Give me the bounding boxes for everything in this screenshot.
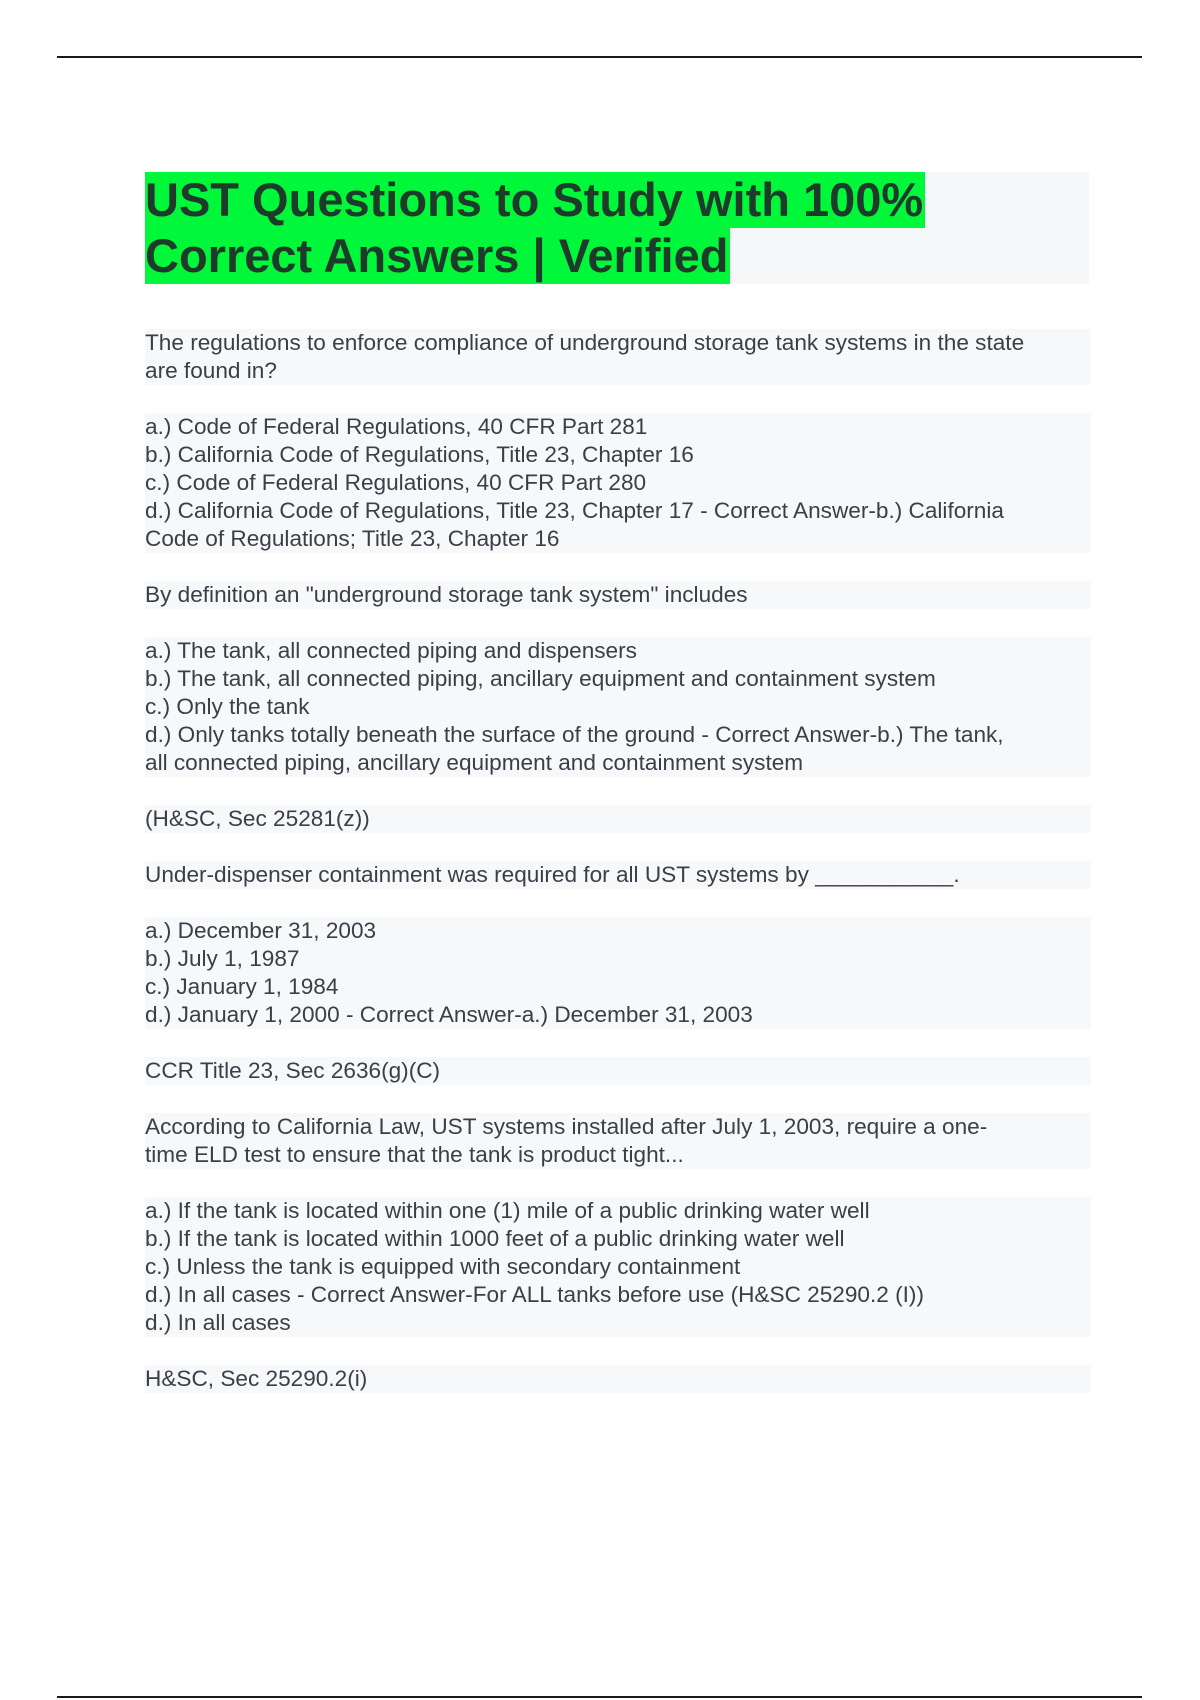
answer-option: a.) December 31, 2003 (145, 918, 377, 943)
question-prompt-line: By definition an "underground storage tank system" includes (145, 582, 748, 607)
answer-option: c.) January 1, 1984 (145, 974, 339, 999)
answer-option: a.) The tank, all connected piping and dispensers (145, 638, 637, 663)
question-prompt-line: are found in? (145, 358, 277, 383)
question-prompt-line: The regulations to enforce compliance of underground storage tank systems in the state (145, 330, 1025, 355)
reference-text: CCR Title 23, Sec 2636(g)(C) (145, 1058, 441, 1083)
answer-option: a.) If the tank is located within one (1) mile of a public drinking water well (145, 1198, 870, 1223)
answer-option: Code of Regulations; Title 23, Chapter 16 (145, 526, 560, 551)
reference-text: (H&SC, Sec 25281(z)) (145, 806, 370, 831)
answer-option: d.) Only tanks totally beneath the surface of the ground - Correct Answer-b.) The tank, (145, 722, 1004, 747)
answer-option: c.) Unless the tank is equipped with secondary containment (145, 1254, 741, 1279)
answer-option: d.) In all cases - Correct Answer-For ALL tanks before use (H&SC 25290.2 (I)) (145, 1282, 924, 1307)
reference-text: H&SC, Sec 25290.2(i) (145, 1366, 368, 1391)
page-title (145, 172, 925, 284)
answer-options (145, 917, 1091, 1029)
question-prompt-line: Under-dispenser containment was required for all UST systems by ___________. (145, 862, 960, 887)
answer-option: d.) January 1, 2000 - Correct Answer-a.) December 31, 2003 (145, 1002, 753, 1027)
question-prompt (145, 329, 1091, 385)
answer-option: b.) July 1, 1987 (145, 946, 300, 971)
answer-option: d.) In all cases (145, 1310, 291, 1335)
bottom-rule (57, 1696, 1142, 1698)
answer-option: c.) Only the tank (145, 694, 310, 719)
answer-options (145, 637, 1091, 777)
reference (145, 805, 1091, 833)
document-body (145, 329, 1091, 1393)
answer-options (145, 413, 1091, 553)
answer-option: d.) California Code of Regulations, Title 23, Chapter 17 - Correct Answer-b.) California (145, 498, 1004, 523)
question-prompt-line: time ELD test to ensure that the tank is product tight... (145, 1142, 684, 1167)
top-rule (57, 56, 1142, 58)
question-prompt (145, 1113, 1091, 1169)
answer-options (145, 1197, 1091, 1337)
title-line-2: Correct Answers | Verified (145, 229, 729, 282)
title-line-1: UST Questions to Study with 100% (145, 173, 924, 226)
question-prompt-line: According to California Law, UST systems installed after July 1, 2003, require a one- (145, 1114, 988, 1139)
answer-option: b.) California Code of Regulations, Title 23, Chapter 16 (145, 442, 694, 467)
answer-option: c.) Code of Federal Regulations, 40 CFR Part 280 (145, 470, 647, 495)
reference (145, 1365, 1091, 1393)
answer-option: a.) Code of Federal Regulations, 40 CFR Part 281 (145, 414, 648, 439)
answer-option: b.) The tank, all connected piping, ancillary equipment and containment system (145, 666, 936, 691)
question-prompt (145, 861, 1091, 889)
reference (145, 1057, 1091, 1085)
answer-option: all connected piping, ancillary equipment and containment system (145, 750, 804, 775)
answer-option: b.) If the tank is located within 1000 feet of a public drinking water well (145, 1226, 845, 1251)
question-prompt (145, 581, 1091, 609)
